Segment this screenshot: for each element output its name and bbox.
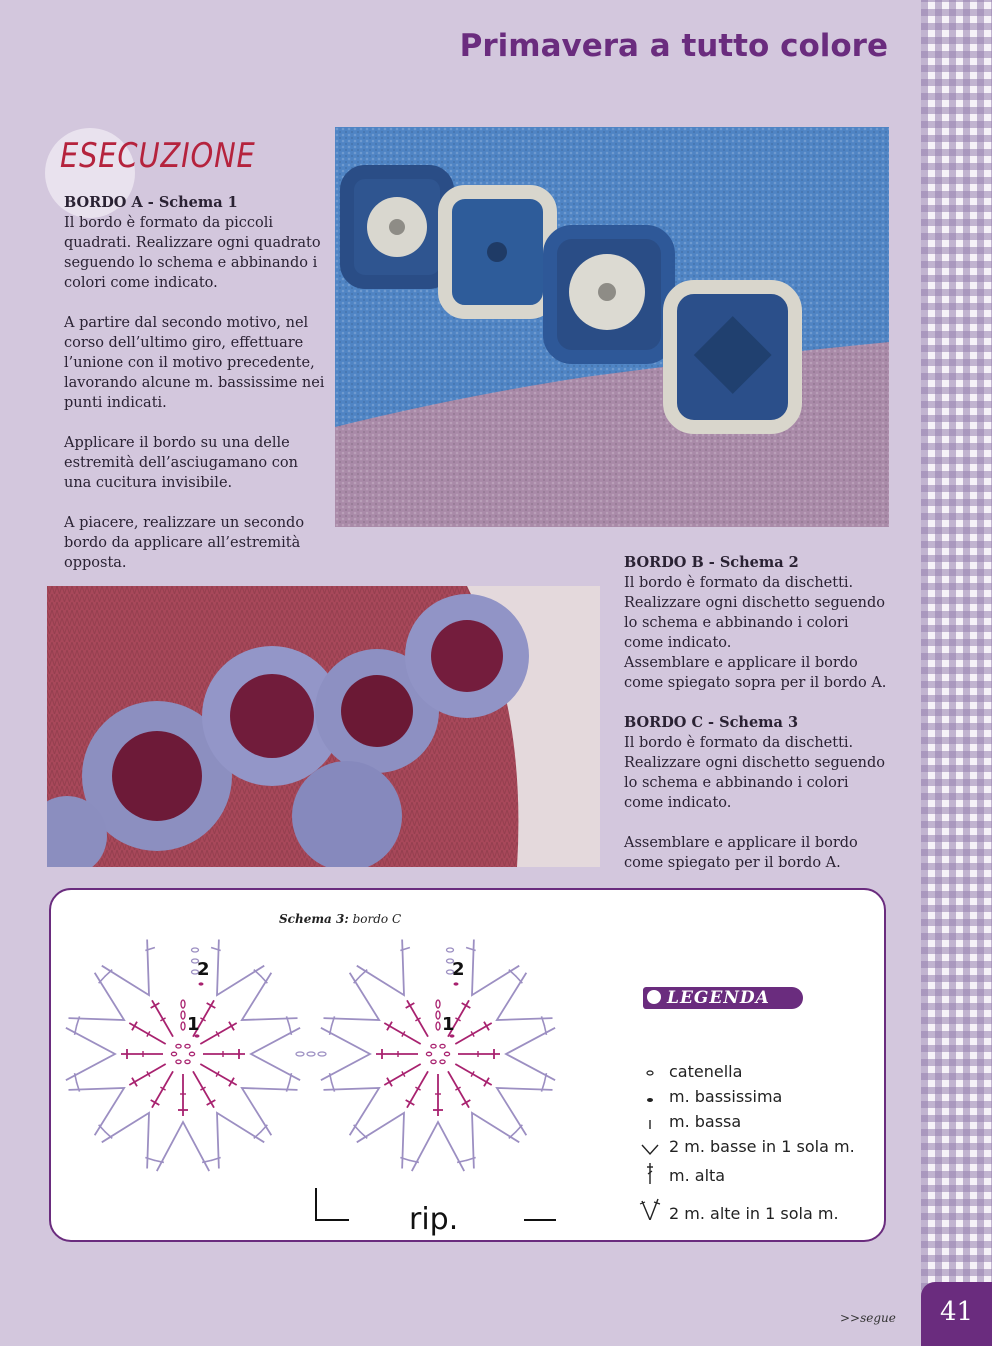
slip-stitch (199, 982, 204, 985)
increase-stitch (357, 1113, 404, 1169)
increase-stitch (242, 1088, 298, 1135)
chain-stitch (181, 1011, 185, 1019)
bordo-c-section (624, 713, 892, 873)
chain-stitch (447, 948, 454, 952)
slip-stitch (454, 982, 459, 985)
increase-stitch (472, 1113, 519, 1169)
chain-stitch (176, 1060, 181, 1064)
chain-symbol-icon (639, 1062, 661, 1084)
legend-item (639, 1198, 855, 1229)
increase-stitch (323, 1088, 379, 1135)
chain-stitch (431, 1060, 436, 1064)
increase-stitch (323, 973, 379, 1020)
join-chain (318, 1052, 326, 1056)
legend-item (639, 1087, 855, 1112)
legend-dot-icon (647, 990, 661, 1004)
bordo-a-section (64, 193, 326, 573)
increase-stitch (497, 1088, 553, 1135)
legend-title: LEGENDA (667, 988, 770, 1008)
legend-label: 2 m. alte in 1 sola m. (669, 1204, 839, 1223)
increase-stitch (217, 1113, 264, 1169)
increase-stitch (321, 1028, 370, 1080)
increase-stitch (157, 1122, 209, 1171)
schema-caption-title: Schema 3: (279, 912, 349, 926)
increase-stitch (506, 1028, 555, 1080)
motif-right (321, 939, 555, 1171)
chain-stitch (426, 1052, 431, 1056)
chain-stitch (189, 1052, 194, 1056)
legend-item (639, 1162, 855, 1198)
chain-stitch (181, 1000, 185, 1008)
chain-stitch (436, 1022, 440, 1030)
increase-stitch (497, 973, 553, 1020)
legend-label: 2 m. basse in 1 sola m. (669, 1137, 855, 1156)
single-crochet-symbol-icon (639, 1112, 661, 1134)
legend-badge (643, 987, 803, 1009)
legend-list (639, 1062, 855, 1229)
increase-stitch (251, 1028, 300, 1080)
increase-stitch (102, 1113, 149, 1169)
join-chain (307, 1052, 315, 1056)
bordo-c-paragraph: Il bordo è formato da dischetti. Realizzare ogni dischetto seguendo lo schema e abbinando i colori come indicato. (624, 735, 886, 811)
legend-label: m. alta (669, 1166, 726, 1185)
repeat-bracket-left (316, 1188, 349, 1220)
chain-stitch (192, 948, 199, 952)
chain-stitch (440, 1060, 445, 1064)
slip-stitch-symbol-icon (639, 1087, 661, 1109)
increase-stitch (66, 1028, 115, 1080)
motif-left (66, 939, 300, 1171)
two-double-crochet-increase-icon (639, 1198, 661, 1220)
increase-stitch (472, 939, 519, 995)
bordo-a-paragraph: Il bordo è formato da piccoli quadrati. Realizzare ogni quadrato seguendo lo schema e abbinando i colori come indicato. (64, 215, 321, 291)
increase-stitch (412, 1122, 464, 1171)
page-title: Primavera a tutto colore (459, 28, 888, 64)
chain-stitch (171, 1052, 176, 1056)
legend-label: m. bassissima (669, 1087, 783, 1106)
legend-label: m. bassa (669, 1112, 742, 1131)
schema-caption-subtitle: bordo C (348, 912, 402, 926)
chain-stitch (176, 1044, 181, 1048)
round-2-label: 2 (452, 959, 465, 980)
join-chain (296, 1052, 304, 1056)
legend-item (639, 1137, 855, 1162)
increase-stitch (357, 939, 404, 995)
chain-stitch (436, 1000, 440, 1008)
gingham-border-strip (921, 0, 992, 1346)
bordo-a-paragraph: A piacere, realizzare un secondo bordo da applicare all’estremità opposta. (64, 515, 305, 571)
increase-stitch (68, 1088, 124, 1135)
round-2-label: 2 (197, 959, 210, 980)
bordo-c-paragraph: Assemblare e applicare il bordo come spiegato per il bordo A. (624, 835, 858, 871)
schema-diagram-panel (49, 888, 886, 1242)
photo-lilac-crochet-discs (47, 586, 600, 867)
double-crochet-symbol-icon (639, 1162, 661, 1184)
round-1-label: 1 (187, 1014, 200, 1035)
bordo-a-paragraph: A partire dal secondo motivo, nel corso dell’ultimo giro, effettuare l’unione con il motivo precedente, lavorando alcune m. bassissime nei punti indicati. (64, 315, 325, 411)
repeat-label: rip. (409, 1202, 459, 1237)
increase-stitch (102, 939, 149, 995)
page-number: 41 (921, 1282, 992, 1346)
chain-stitch (436, 1011, 440, 1019)
bordo-b-section (624, 553, 892, 693)
chain-stitch (431, 1044, 436, 1048)
increase-stitch (217, 939, 264, 995)
legend-label: catenella (669, 1062, 743, 1081)
chain-stitch (185, 1060, 190, 1064)
motif-joins (296, 1052, 326, 1056)
round-1-label: 1 (442, 1014, 455, 1035)
bordo-b-paragraph: Il bordo è formato da dischetti. Realizzare ogni dischetto seguendo lo schema e abbinando i colori come indicato. Assemblare e applicare il bordo come spiegato sopra per il bordo A. (624, 575, 887, 691)
increase-stitch (242, 973, 298, 1020)
bordo-a-paragraph: Applicare il bordo su una delle estremità dell’asciugamano con una cucitura invisibile. (64, 435, 298, 491)
legend-item (639, 1062, 855, 1087)
chain-stitch (185, 1044, 190, 1048)
continue-label: >>segue (840, 1311, 896, 1325)
chain-stitch (181, 1022, 185, 1030)
legend-item (639, 1112, 855, 1137)
photo-blue-crochet-squares (335, 127, 889, 527)
increase-stitch (68, 973, 124, 1020)
bordo-a-heading: BORDO A - Schema 1 (64, 194, 238, 211)
chain-stitch (444, 1052, 449, 1056)
section-heading: ESECUZIONE (60, 136, 256, 176)
two-single-crochet-increase-icon (639, 1137, 661, 1159)
chain-stitch (440, 1044, 445, 1048)
bordo-b-heading: BORDO B - Schema 2 (624, 554, 799, 571)
bordo-c-heading: BORDO C - Schema 3 (624, 714, 799, 731)
